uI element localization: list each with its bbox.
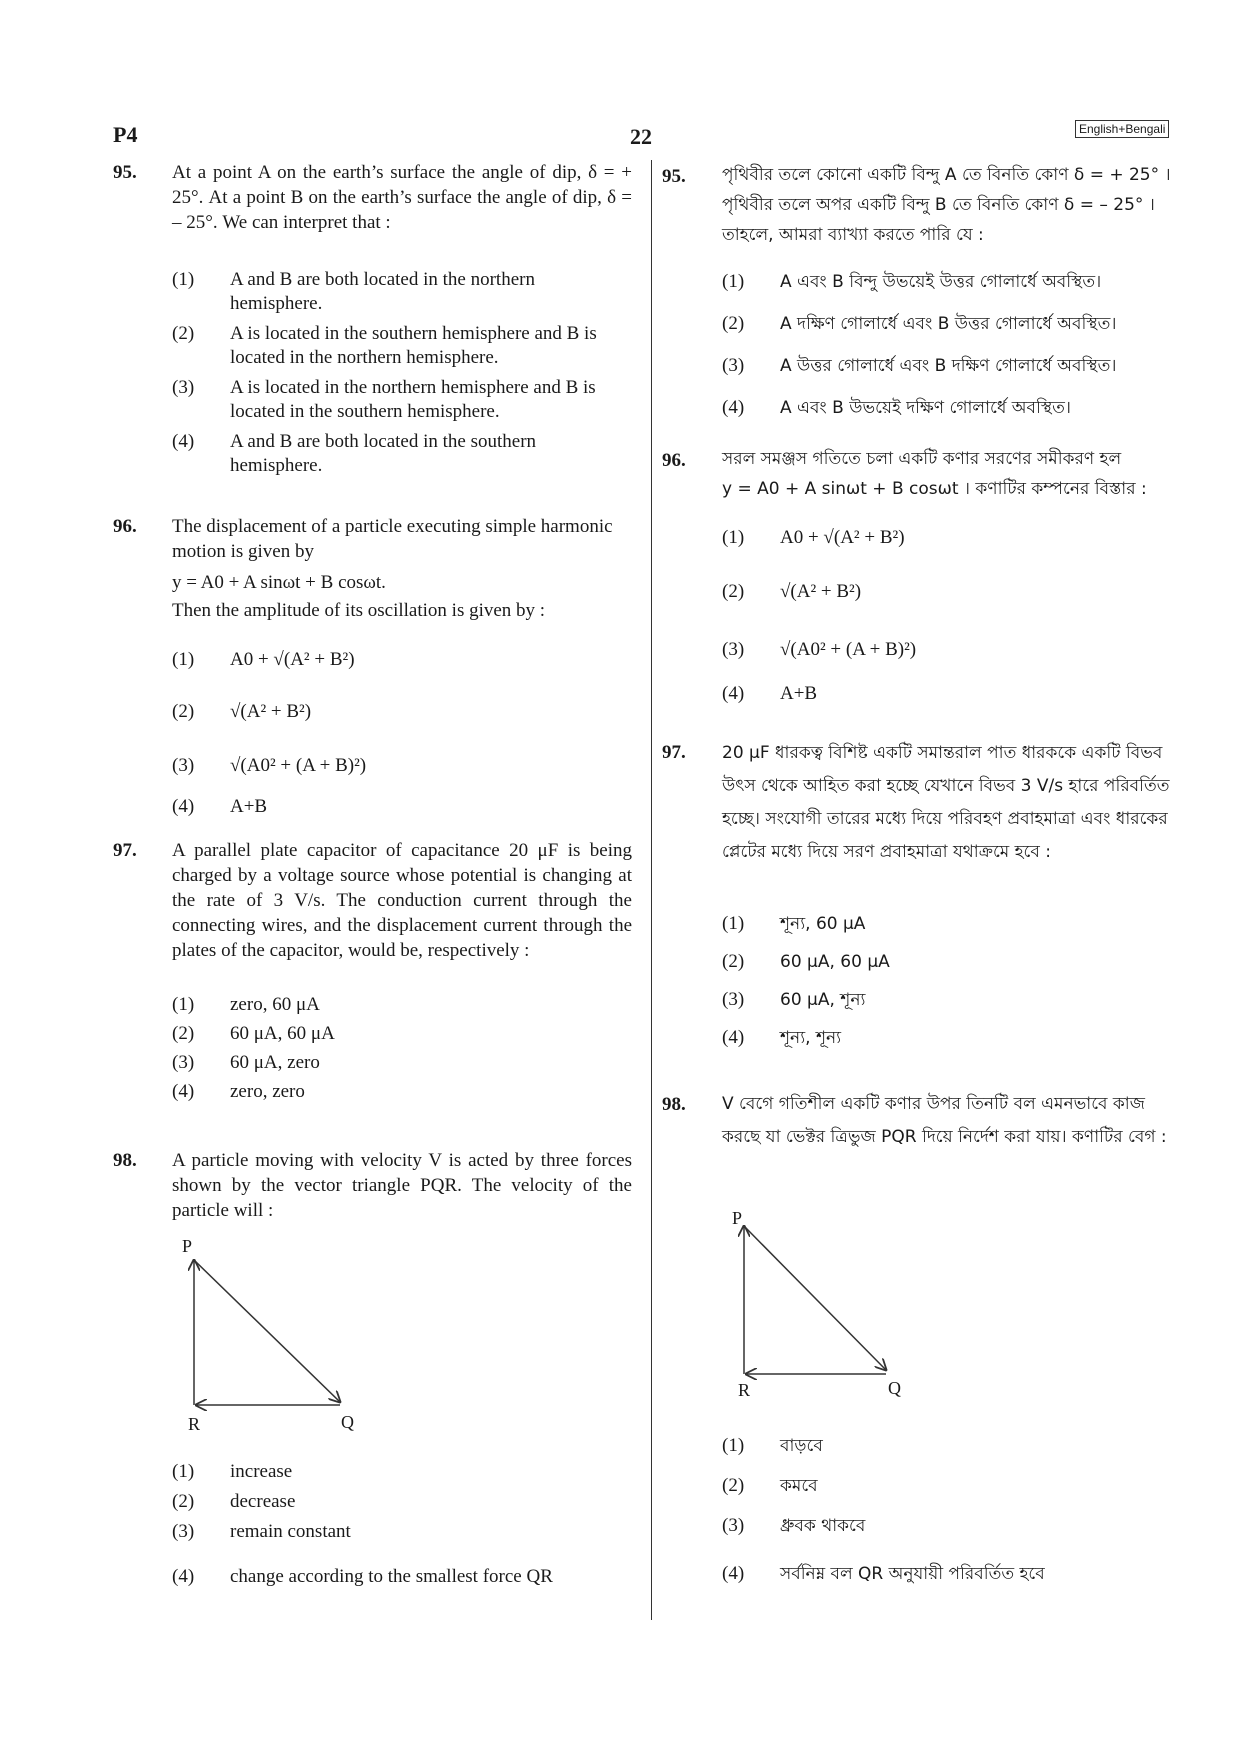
option-text: A এবং B উভয়েই দক্ষিণ গোলার্ধে অবস্থিত।	[780, 398, 1071, 418]
option-text: zero, zero	[230, 1081, 305, 1102]
option-text: A and B are both located in the southern hemisphere.	[230, 431, 537, 476]
question-number-96: 96.	[113, 516, 137, 537]
option-text: শূন্য, শূন্য	[780, 1028, 842, 1048]
option-text: 60 μA, 60 μA	[780, 952, 890, 972]
option-text: A+B	[230, 796, 268, 817]
option-label: (4)	[722, 1563, 745, 1584]
option-label: (4)	[172, 1081, 195, 1102]
option-text: A উত্তর গোলার্ধে এবং B দক্ষিণ গোলার্ধে অবস্থিত।	[780, 356, 1117, 376]
option-label: (1)	[722, 1435, 745, 1456]
question-equation-96: y = A0 + A sinωt + B cosωt.	[172, 572, 386, 593]
option-label: (1)	[172, 994, 195, 1015]
option-text: A দক্ষিণ গোলার্ধে এবং B উত্তর গোলার্ধে অবস্থিত।	[780, 314, 1117, 334]
option-label: (2)	[722, 1475, 745, 1496]
option-label: (2)	[172, 323, 195, 344]
option-label: (4)	[172, 1566, 195, 1587]
option-text: A0 + √(A² + B²)	[780, 527, 905, 548]
option-text: remain constant	[230, 1521, 351, 1542]
option-label: (1)	[722, 913, 745, 934]
option-text: change according to the smallest force QR	[230, 1566, 553, 1587]
point-label-q: Q	[341, 1412, 354, 1432]
bn-vector-triangle-diagram	[730, 1200, 930, 1380]
point-label-r: R	[188, 1414, 201, 1434]
bn-question-text-96: সরল সমঞ্জস গতিতে চলা একটি কণার সরণের সমীকরণ হল	[722, 449, 1122, 469]
language-badge: English+Bengali	[1075, 120, 1169, 138]
option-text: 60 μA, শূন্য	[780, 990, 866, 1010]
option-label: (1)	[172, 649, 195, 670]
option-label: (3)	[722, 1515, 745, 1536]
option-label: (2)	[722, 313, 745, 334]
option-label: (1)	[722, 527, 745, 548]
page-number: 22	[630, 124, 652, 149]
option-label: (4)	[722, 1027, 745, 1048]
option-label: (3)	[722, 989, 745, 1010]
option-text: √(A² + B²)	[230, 701, 312, 722]
bn-question-text-97: 20 μF ধারকত্ব বিশিষ্ট একটি সমান্তরাল পাত ধারককে একটি বিভব উৎস থেকে আহিত করা হচ্ছে যেখানে বিভব 3 V/s হারে পরিবর্তিত হচ্ছে। সংযোগী তারের মধ্যে দিয়ে পরিবহণ প্রবাহমাত্রা এবং ধারকের প্লেটের মধ্যে দিয়ে সরণ প্রবাহমাত্রা যথাক্রমে হবে :	[722, 743, 1170, 862]
question-text-98: A particle moving with velocity V is acted by three forces shown by the vector triangle PQR. The velocity of the particle will :	[172, 1150, 632, 1221]
option-text: শূন্য, 60 μA	[780, 914, 866, 934]
option-label: (2)	[722, 951, 745, 972]
option-label: (2)	[172, 701, 195, 722]
vector-pq	[194, 1260, 340, 1402]
point-label-p: P	[182, 1236, 193, 1256]
column-divider	[651, 160, 652, 1620]
option-text: A এবং B বিন্দু উভয়েই উত্তর গোলার্ধে অবস্থিত।	[780, 272, 1102, 292]
option-text: ধ্রুবক থাকবে	[780, 1516, 866, 1536]
bn-question-number-96: 96.	[662, 450, 686, 471]
question-text-95: At a point A on the earth’s surface the angle of dip, δ = + 25°. At a point B on the earth’s surface the angle of dip, δ = – 25°. We can interpret that :	[172, 162, 632, 233]
bn-vector-pq	[744, 1226, 886, 1370]
option-label: (2)	[172, 1023, 195, 1044]
option-label: (3)	[722, 355, 745, 376]
question-number-97: 97.	[113, 840, 137, 861]
option-label: (1)	[722, 271, 745, 292]
question-text-96b: Then the amplitude of its oscillation is given by :	[172, 600, 546, 621]
bn-question-text-95: পৃথিবীর তলে কোনো একটি বিন্দু A তে বিনতি কোণ δ = + 25° । পৃথিবীর তলে অপর একটি বিন্দু B তে বিনতি কোণ δ = – 25° । তাহলে, আমরা ব্যাখ্যা করতে পারি যে :	[722, 165, 1171, 245]
bn-question-equation-96: y = A0 + A sinωt + B cosωt । কণাটির কম্পনের বিস্তার :	[722, 479, 1147, 499]
option-label: (3)	[172, 1052, 195, 1073]
option-text: A+B	[780, 683, 818, 704]
question-number-95: 95.	[113, 162, 137, 183]
bn-question-number-98: 98.	[662, 1094, 686, 1115]
question-text-96: The displacement of a particle executing simple harmonic motion is given by	[172, 516, 613, 562]
option-label: (3)	[172, 755, 195, 776]
option-text: √(A0² + (A + B)²)	[780, 639, 917, 660]
option-text: √(A² + B²)	[780, 581, 862, 602]
option-text: সর্বনিম্ন বল QR অনুযায়ী পরিবর্তিত হবে	[780, 1564, 1045, 1584]
option-text: কমবে	[780, 1476, 818, 1496]
option-label: (3)	[722, 639, 745, 660]
option-label: (3)	[172, 1521, 195, 1542]
vector-triangle-diagram	[170, 1240, 370, 1420]
option-label: (1)	[172, 269, 195, 290]
option-text: A is located in the southern hemisphere and B is located in the northern hemisphere.	[230, 323, 597, 368]
bn-point-label-r: R	[738, 1380, 751, 1400]
option-text: A is located in the northern hemisphere and B is located in the southern hemisphere.	[230, 377, 596, 422]
option-text: √(A0² + (A + B)²)	[230, 755, 367, 776]
option-label: (4)	[172, 796, 195, 817]
bn-question-number-95: 95.	[662, 166, 686, 187]
option-label: (3)	[172, 377, 195, 398]
paper-code: P4	[113, 122, 138, 147]
option-label: (1)	[172, 1461, 195, 1482]
option-text: decrease	[230, 1491, 296, 1512]
option-label: (4)	[722, 397, 745, 418]
bn-question-number-97: 97.	[662, 742, 686, 763]
option-label: (4)	[172, 431, 195, 452]
option-text: A and B are both located in the northern hemisphere.	[230, 269, 535, 314]
option-label: (2)	[722, 581, 745, 602]
option-text: A0 + √(A² + B²)	[230, 649, 355, 670]
option-text: 60 μA, 60 μA	[230, 1023, 335, 1044]
bn-point-label-p: P	[732, 1208, 743, 1228]
option-text: বাড়বে	[780, 1436, 823, 1456]
option-label: (2)	[172, 1491, 195, 1512]
question-text-97: A parallel plate capacitor of capacitance 20 μF is being charged by a voltage source whose potential is changing at the rate of 3 V/s. The conduction current through the connecting wires, and the displacement current through the plates of the capacitor, would be, respectively :	[172, 840, 632, 961]
option-text: zero, 60 μA	[230, 994, 320, 1015]
option-text: 60 μA, zero	[230, 1052, 320, 1073]
option-label: (4)	[722, 683, 745, 704]
option-text: increase	[230, 1461, 293, 1482]
bn-point-label-q: Q	[888, 1378, 901, 1398]
question-number-98: 98.	[113, 1150, 137, 1171]
bn-question-text-98: V বেগে গতিশীল একটি কণার উপর তিনটি বল এমনভাবে কাজ করছে যা ভেক্টর ত্রিভুজ PQR দিয়ে নির্দেশ করা যায়। কণাটির বেগ :	[722, 1094, 1167, 1147]
